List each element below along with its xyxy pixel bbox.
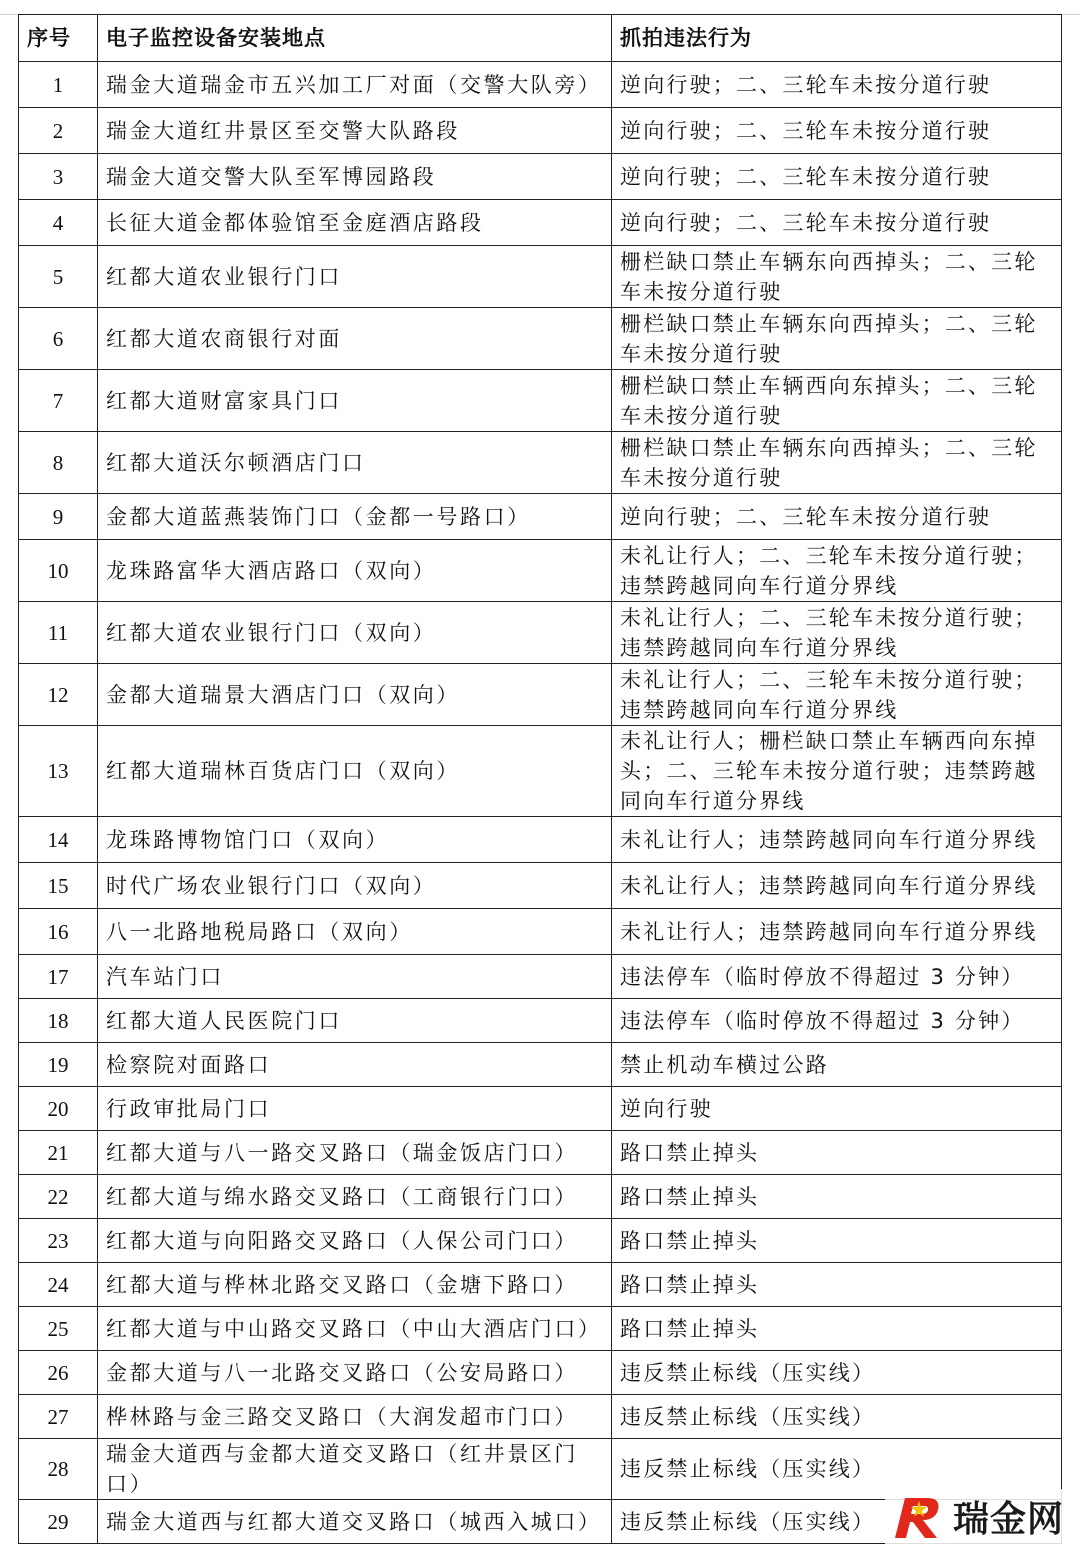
row-violation: 未礼让行人；违禁跨越同向车行道分界线: [612, 909, 1062, 955]
table-row: [19, 999, 1062, 1043]
row-location: 长征大道金都体验馆至金庭酒店路段: [98, 200, 612, 246]
row-violation: 路口禁止掉头: [612, 1307, 1062, 1351]
row-location: 红都大道与向阳路交叉路口（人保公司门口）: [98, 1219, 612, 1263]
row-number: 5: [19, 246, 98, 308]
row-violation: 未礼让行人；二、三轮车未按分道行驶；违禁跨越同向车行道分界线: [612, 602, 1062, 664]
row-location: 龙珠路富华大酒店路口（双向）: [98, 540, 612, 602]
row-number: 9: [19, 494, 98, 540]
row-number: 20: [19, 1087, 98, 1131]
row-location: 红都大道农业银行门口: [98, 246, 612, 308]
row-violation: 逆向行驶；二、三轮车未按分道行驶: [612, 200, 1062, 246]
row-location: 行政审批局门口: [98, 1087, 612, 1131]
row-violation: 禁止机动车横过公路: [612, 1043, 1062, 1087]
row-number: 12: [19, 664, 98, 726]
table-body: [19, 62, 1062, 1544]
row-number: 13: [19, 726, 98, 817]
row-violation: 未礼让行人；二、三轮车未按分道行驶；违禁跨越同向车行道分界线: [612, 664, 1062, 726]
row-number: 25: [19, 1307, 98, 1351]
row-location: 桦林路与金三路交叉路口（大润发超市门口）: [98, 1395, 612, 1439]
row-number: 6: [19, 308, 98, 370]
row-number: 21: [19, 1131, 98, 1175]
table-row: [19, 540, 1062, 602]
row-location: 瑞金大道红井景区至交警大队路段: [98, 108, 612, 154]
table-row: [19, 1087, 1062, 1131]
row-number: 14: [19, 817, 98, 863]
row-number: 29: [19, 1500, 98, 1544]
table-row: [19, 308, 1062, 370]
row-number: 22: [19, 1175, 98, 1219]
row-number: 17: [19, 955, 98, 999]
row-location: 检察院对面路口: [98, 1043, 612, 1087]
row-location: 汽车站门口: [98, 955, 612, 999]
table-row: [19, 602, 1062, 664]
row-violation: 未礼让行人；违禁跨越同向车行道分界线: [612, 817, 1062, 863]
table-row: [19, 154, 1062, 200]
table-row: [19, 955, 1062, 999]
row-number: 10: [19, 540, 98, 602]
rj-logo-icon: [889, 1492, 949, 1542]
table-row: [19, 108, 1062, 154]
row-location: 红都大道农商银行对面: [98, 308, 612, 370]
row-violation: 逆向行驶；二、三轮车未按分道行驶: [612, 108, 1062, 154]
row-violation: 违反禁止标线（压实线）: [612, 1351, 1062, 1395]
row-violation: 路口禁止掉头: [612, 1219, 1062, 1263]
row-location: 红都大道与绵水路交叉路口（工商银行门口）: [98, 1175, 612, 1219]
row-location: 红都大道瑞林百货店门口（双向）: [98, 726, 612, 817]
row-violation: 逆向行驶；二、三轮车未按分道行驶: [612, 494, 1062, 540]
row-location: 红都大道沃尔顿酒店门口: [98, 432, 612, 494]
table-row: [19, 1351, 1062, 1395]
row-number: 2: [19, 108, 98, 154]
row-number: 24: [19, 1263, 98, 1307]
row-violation: 逆向行驶: [612, 1087, 1062, 1131]
table-row: [19, 62, 1062, 108]
row-violation: 栅栏缺口禁止车辆东向西掉头；二、三轮车未按分道行驶: [612, 308, 1062, 370]
page-top-rule: [0, 0, 1080, 15]
row-violation: 栅栏缺口禁止车辆东向西掉头；二、三轮车未按分道行驶: [612, 432, 1062, 494]
row-location: 红都大道与中山路交叉路口（中山大酒店门口）: [98, 1307, 612, 1351]
table-header-row: [19, 15, 1062, 62]
row-violation: 违法停车（临时停放不得超过 3 分钟）: [612, 999, 1062, 1043]
table-row: [19, 863, 1062, 909]
row-number: 4: [19, 200, 98, 246]
row-violation: 路口禁止掉头: [612, 1131, 1062, 1175]
row-violation: 路口禁止掉头: [612, 1263, 1062, 1307]
row-number: 15: [19, 863, 98, 909]
row-number: 28: [19, 1439, 98, 1500]
row-location: 金都大道蓝燕装饰门口（金都一号路口）: [98, 494, 612, 540]
row-violation: 未礼让行人；栅栏缺口禁止车辆西向东掉头；二、三轮车未按分道行驶；违禁跨越同向车行道分界线: [612, 726, 1062, 817]
row-violation: 违反禁止标线（压实线）: [612, 1395, 1062, 1439]
row-location: 红都大道农业银行门口（双向）: [98, 602, 612, 664]
row-location: 金都大道与八一北路交叉路口（公安局路口）: [98, 1351, 612, 1395]
table-row: [19, 1043, 1062, 1087]
row-number: 23: [19, 1219, 98, 1263]
row-location: 龙珠路博物馆门口（双向）: [98, 817, 612, 863]
row-violation: 路口禁止掉头: [612, 1175, 1062, 1219]
table-row: [19, 432, 1062, 494]
row-violation: 未礼让行人；二、三轮车未按分道行驶；违禁跨越同向车行道分界线: [612, 540, 1062, 602]
row-number: 8: [19, 432, 98, 494]
row-violation: 栅栏缺口禁止车辆东向西掉头；二、三轮车未按分道行驶: [612, 246, 1062, 308]
row-number: 26: [19, 1351, 98, 1395]
row-number: 18: [19, 999, 98, 1043]
table-row: [19, 246, 1062, 308]
row-location: 瑞金大道瑞金市五兴加工厂对面（交警大队旁）: [98, 62, 612, 108]
table-row: [19, 817, 1062, 863]
table-row: [19, 370, 1062, 432]
row-violation: 违法停车（临时停放不得超过 3 分钟）: [612, 955, 1062, 999]
table-row: [19, 1395, 1062, 1439]
row-location: 时代广场农业银行门口（双向）: [98, 863, 612, 909]
table-row: [19, 1219, 1062, 1263]
row-number: 7: [19, 370, 98, 432]
table-row: [19, 1307, 1062, 1351]
table-row: [19, 664, 1062, 726]
header-violation: 抓拍违法行为: [612, 15, 1062, 62]
row-violation: 违反禁止标线（压实线）: [612, 1500, 1062, 1544]
row-location: 红都大道财富家具门口: [98, 370, 612, 432]
table-row: [19, 909, 1062, 955]
table-row: [19, 200, 1062, 246]
table-row: [19, 726, 1062, 817]
row-location: 瑞金大道西与金都大道交叉路口（红井景区门口）: [98, 1439, 612, 1500]
row-location: 红都大道人民医院门口: [98, 999, 612, 1043]
table-row: [19, 1175, 1062, 1219]
row-violation: 逆向行驶；二、三轮车未按分道行驶: [612, 62, 1062, 108]
row-number: 11: [19, 602, 98, 664]
watermark-text: 瑞金网: [952, 1499, 1064, 1540]
table-row: [19, 494, 1062, 540]
header-location: 电子监控设备安装地点: [98, 15, 612, 62]
row-number: 1: [19, 62, 98, 108]
row-location: 瑞金大道交警大队至军博园路段: [98, 154, 612, 200]
row-location: 瑞金大道西与红都大道交叉路口（城西入城口）: [98, 1500, 612, 1544]
monitoring-table: [18, 14, 1062, 1544]
row-number: 27: [19, 1395, 98, 1439]
table-row: [19, 1263, 1062, 1307]
row-violation: 逆向行驶；二、三轮车未按分道行驶: [612, 154, 1062, 200]
row-violation: 未礼让行人；违禁跨越同向车行道分界线: [612, 863, 1062, 909]
row-number: 16: [19, 909, 98, 955]
row-location: 红都大道与桦林北路交叉路口（金塘下路口）: [98, 1263, 612, 1307]
row-location: 八一北路地税局路口（双向）: [98, 909, 612, 955]
site-watermark: [885, 1489, 1068, 1544]
row-number: 19: [19, 1043, 98, 1087]
table-row: [19, 1131, 1062, 1175]
row-violation: 违反禁止标线（压实线）: [612, 1439, 1062, 1500]
row-number: 3: [19, 154, 98, 200]
row-location: 金都大道瑞景大酒店门口（双向）: [98, 664, 612, 726]
row-location: 红都大道与八一路交叉路口（瑞金饭店门口）: [98, 1131, 612, 1175]
row-violation: 栅栏缺口禁止车辆西向东掉头；二、三轮车未按分道行驶: [612, 370, 1062, 432]
header-number: 序号: [19, 15, 98, 62]
